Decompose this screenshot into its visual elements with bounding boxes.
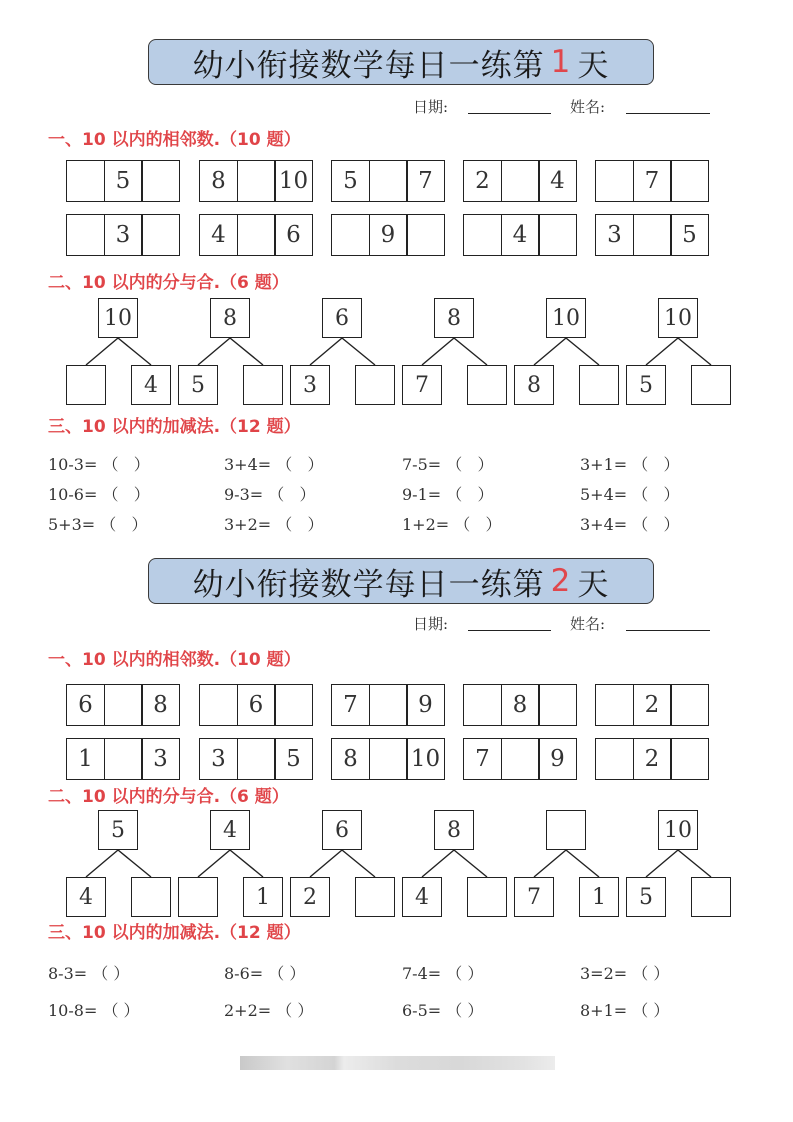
tree-left-box[interactable]: 5 xyxy=(626,877,666,917)
tree-top-box[interactable]: 10 xyxy=(658,810,698,850)
equation[interactable]: 7-5= （ ） xyxy=(402,455,494,474)
section-heading-add-subtract: 三、10 以内的加减法.（12 题） xyxy=(48,417,301,437)
title-prefix: 幼小衔接数学每日一练第 xyxy=(192,47,545,84)
number-cell[interactable]: 6 xyxy=(66,684,105,726)
number-cell[interactable]: 4 xyxy=(501,214,540,256)
number-cell[interactable]: 3 xyxy=(104,214,143,256)
equation[interactable]: 8-6= （ ） xyxy=(224,964,306,983)
equation[interactable]: 3+2= （ ） xyxy=(224,515,324,534)
number-cell[interactable]: 1 xyxy=(66,738,105,780)
section-heading-adjacent-numbers: 一、10 以内的相邻数.（10 题） xyxy=(48,650,301,670)
tree-left-box[interactable]: 7 xyxy=(402,365,442,405)
number-cell[interactable]: 2 xyxy=(633,684,672,726)
section-heading-decomposition: 二、10 以内的分与合.（6 题） xyxy=(48,273,289,293)
tree-top-box[interactable]: 10 xyxy=(546,298,586,338)
tree-right-box[interactable]: 1 xyxy=(243,877,283,917)
equation[interactable]: 3=2= （ ） xyxy=(580,964,670,983)
equation[interactable]: 10-3= （ ） xyxy=(48,455,150,474)
number-cell[interactable]: 4 xyxy=(199,214,238,256)
tree-right-box[interactable]: 1 xyxy=(579,877,619,917)
equation[interactable]: 3+4= （ ） xyxy=(580,515,680,534)
number-cell[interactable]: 7 xyxy=(463,738,502,780)
number-cell[interactable]: 8 xyxy=(199,160,238,202)
equation[interactable]: 10-6= （ ） xyxy=(48,485,150,504)
title-prefix: 幼小衔接数学每日一练第 xyxy=(192,566,545,603)
tree-left-box[interactable]: 4 xyxy=(66,877,106,917)
tree-left-box[interactable]: 3 xyxy=(290,365,330,405)
tree-top-box[interactable]: 8 xyxy=(210,298,250,338)
number-cell[interactable]: 4 xyxy=(538,160,577,202)
tree-left-box[interactable]: 7 xyxy=(514,877,554,917)
number-cell[interactable]: 2 xyxy=(633,738,672,780)
number-cell[interactable]: 8 xyxy=(501,684,540,726)
equation[interactable]: 9-3= （ ） xyxy=(224,485,316,504)
number-cell[interactable]: 5 xyxy=(331,160,370,202)
equation[interactable]: 5+4= （ ） xyxy=(580,485,680,504)
number-cell[interactable]: 8 xyxy=(141,684,180,726)
title-suffix: 天 xyxy=(577,47,610,84)
number-cell[interactable]: 5 xyxy=(670,214,709,256)
number-cell[interactable]: 10 xyxy=(274,160,313,202)
equation[interactable]: 3+4= （ ） xyxy=(224,455,324,474)
number-cell[interactable]: 5 xyxy=(104,160,143,202)
number-cell[interactable]: 7 xyxy=(331,684,370,726)
section-heading-decomposition: 二、10 以内的分与合.（6 题） xyxy=(48,787,289,807)
number-cell[interactable]: 5 xyxy=(274,738,313,780)
number-cell[interactable]: 3 xyxy=(595,214,634,256)
tree-left-box[interactable]: 8 xyxy=(514,365,554,405)
equation[interactable]: 1+2= （ ） xyxy=(402,515,502,534)
number-cell[interactable]: 2 xyxy=(463,160,502,202)
date-label: 日期: xyxy=(413,98,449,116)
tree-top-box[interactable]: 10 xyxy=(658,298,698,338)
tree-top-box[interactable]: 4 xyxy=(210,810,250,850)
number-cell[interactable]: 10 xyxy=(406,738,445,780)
section-heading-add-subtract: 三、10 以内的加减法.（12 题） xyxy=(48,923,301,943)
tree-left-box[interactable]: 5 xyxy=(178,365,218,405)
equation[interactable]: 3+1= （ ） xyxy=(580,455,680,474)
name-label: 姓名: xyxy=(570,98,606,116)
section-heading-adjacent-numbers: 一、10 以内的相邻数.（10 题） xyxy=(48,130,301,150)
day-number: 2 xyxy=(550,563,572,599)
number-cell[interactable]: 9 xyxy=(538,738,577,780)
equation[interactable]: 6-5= （ ） xyxy=(402,1001,484,1020)
number-cell[interactable]: 9 xyxy=(406,684,445,726)
equation[interactable]: 7-4= （ ） xyxy=(402,964,484,983)
equation[interactable]: 8-3= （ ） xyxy=(48,964,130,983)
tree-top-box[interactable]: 8 xyxy=(434,810,474,850)
number-cell[interactable]: 3 xyxy=(141,738,180,780)
equation[interactable]: 2+2= （ ） xyxy=(224,1001,314,1020)
equation[interactable]: 5+3= （ ） xyxy=(48,515,148,534)
tree-left-box[interactable]: 4 xyxy=(402,877,442,917)
number-cell[interactable]: 7 xyxy=(633,160,672,202)
equation[interactable]: 10-8= （ ） xyxy=(48,1001,140,1020)
number-cell[interactable]: 6 xyxy=(237,684,276,726)
blurred-watermark xyxy=(240,1056,555,1070)
tree-top-box[interactable]: 6 xyxy=(322,298,362,338)
day-number: 1 xyxy=(550,44,572,80)
tree-left-box[interactable]: 2 xyxy=(290,877,330,917)
number-cell[interactable]: 6 xyxy=(274,214,313,256)
tree-top-box[interactable]: 6 xyxy=(322,810,362,850)
number-cell[interactable]: 9 xyxy=(369,214,408,256)
tree-top-box[interactable]: 10 xyxy=(98,298,138,338)
tree-left-box[interactable]: 5 xyxy=(626,365,666,405)
tree-top-box[interactable]: 5 xyxy=(98,810,138,850)
number-cell[interactable]: 8 xyxy=(331,738,370,780)
title-suffix: 天 xyxy=(577,566,610,603)
equation[interactable]: 8+1= （ ） xyxy=(580,1001,670,1020)
equation[interactable]: 9-1= （ ） xyxy=(402,485,494,504)
date-label: 日期: xyxy=(413,615,449,633)
tree-right-box[interactable]: 4 xyxy=(131,365,171,405)
number-cell[interactable]: 3 xyxy=(199,738,238,780)
number-cell[interactable]: 7 xyxy=(406,160,445,202)
tree-top-box[interactable]: 8 xyxy=(434,298,474,338)
name-label: 姓名: xyxy=(570,615,606,633)
